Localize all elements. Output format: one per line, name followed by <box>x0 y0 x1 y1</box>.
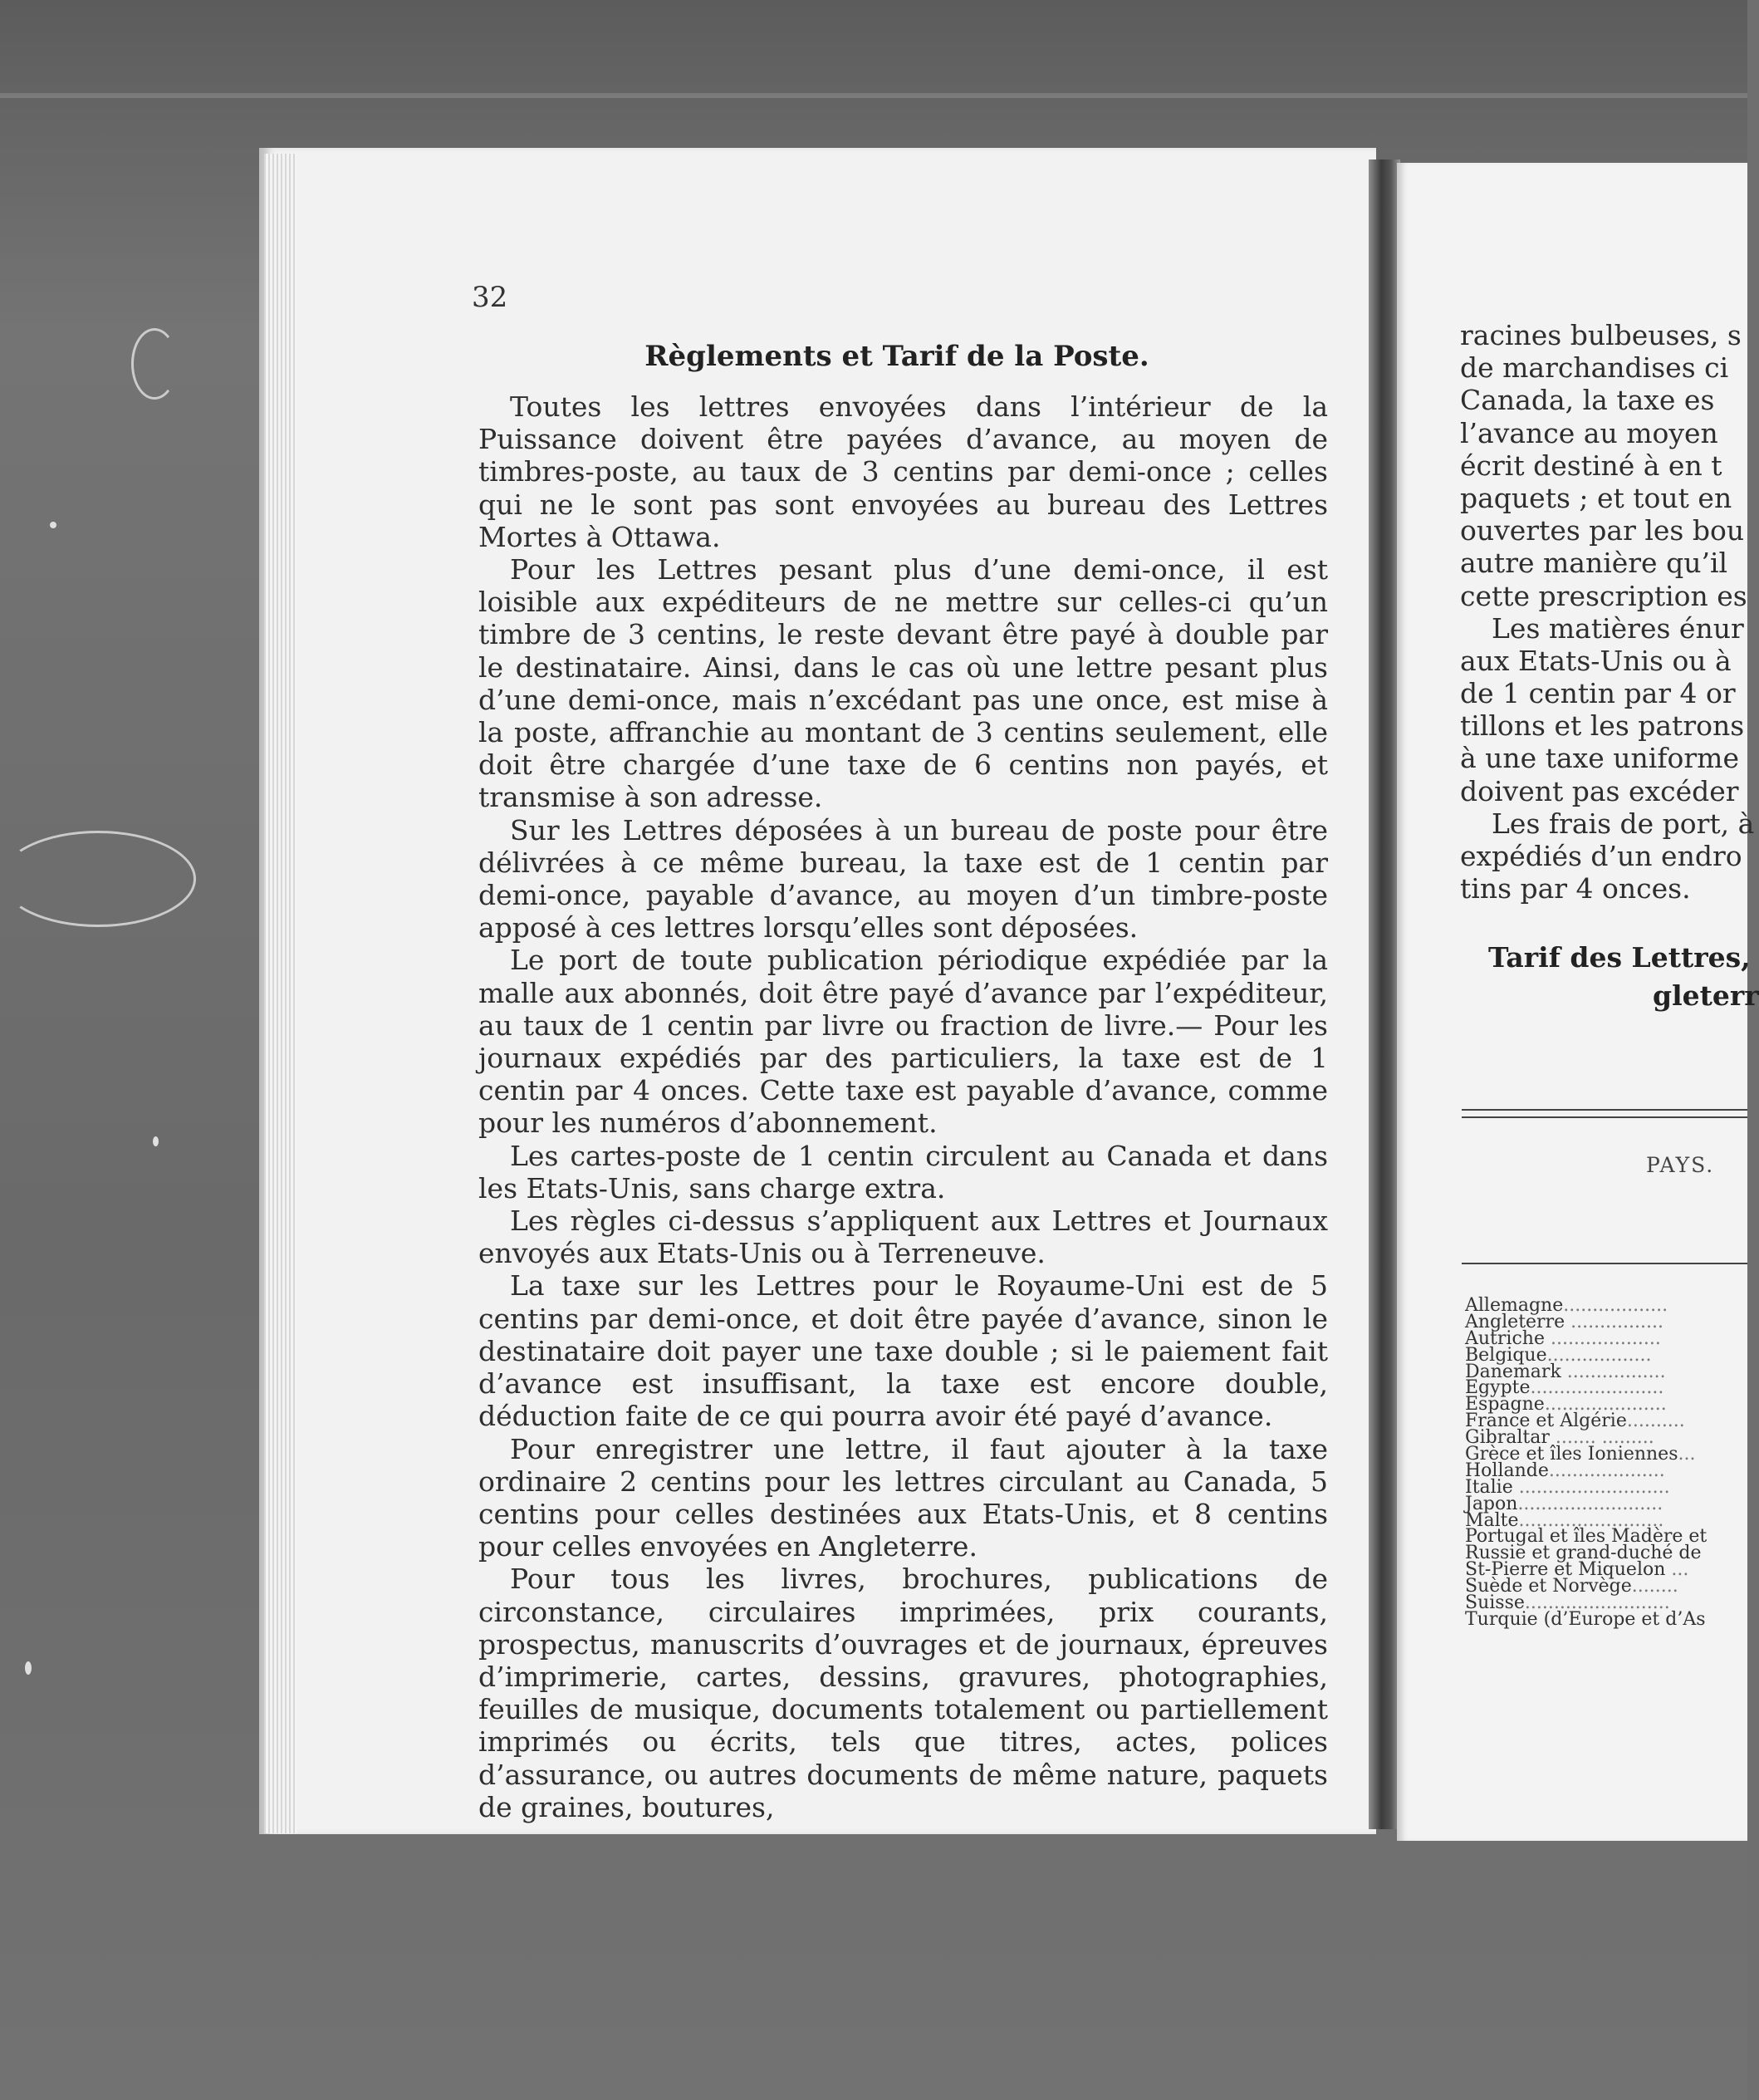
country-name: Danemark <box>1465 1361 1561 1382</box>
country-name: Portugal et îles Madère et <box>1465 1526 1708 1548</box>
paragraph: Pour enregistrer une lettre, il faut ajouter à la taxe ordinaire 2 centins pour les lettres circulant au Canada, 5 centins pour celles destinées aux Etats-Unis, et 8 centins pour celles envoyées en Angleterre. <box>478 1432 1328 1563</box>
country-name: Suisse <box>1465 1592 1525 1614</box>
text-line: Les frais de port, à <box>1492 807 1755 840</box>
text-line: à une taxe uniforme <box>1460 742 1739 775</box>
leader-dots: ......................... <box>1517 1493 1663 1514</box>
leader-dots: .................. <box>1563 1295 1668 1316</box>
country-name: Italie <box>1465 1476 1513 1498</box>
paragraph: Toutes les lettres envoyées dans l’intérieur de la Puissance doivent être payées d’avance, au moyen de timbres-poste, au taux de 3 centins par demi-once ; celles qui ne le sont pas sont envoyées au bureau des Lettres Mortes à Ottawa. <box>478 390 1328 553</box>
column-header: PAYS. <box>1646 1153 1715 1177</box>
country-list <box>1465 1295 1747 1630</box>
paragraph: La taxe sur les Lettres pour le Royaume-Uni est de 5 centins par demi-once, et doit être payée d’avance, sinon le destinataire doit payer une taxe double ; si le paiement fait d’avance est insuffisant, la taxe est encore double, déduction faite de ce qui pourra avoir été payé d’avance. <box>478 1269 1328 1433</box>
text-line: paquets ; et tout en <box>1460 481 1732 514</box>
table-rule <box>1462 1263 1747 1264</box>
leader-dots: ................ <box>1565 1311 1663 1332</box>
paragraph: Pour tous les livres, brochures, publications de circonstance, circulaires imprimées, prix courants, prospectus, manuscrits d’ouvrages et de journaux, épreuves d’imprimerie, cartes, dessins, gravures, photographies, feuilles de musique, documents totalement ou partiellement imprimés ou écrits, tels que titres, actes, polices d’assurance, ou autres documents de même nature, paquets de graines, boutures, <box>478 1563 1328 1823</box>
background-edge <box>0 93 1747 98</box>
leader-dots: .......... <box>1626 1411 1685 1432</box>
string-loop-upper <box>131 328 178 400</box>
text-line: de marchandises ci <box>1460 351 1729 385</box>
text-line: cette prescription es <box>1460 579 1747 612</box>
leader-dots: ....................... <box>1530 1377 1664 1399</box>
leader-dots: .................... <box>1548 1460 1665 1481</box>
leader-dots: .......................... <box>1512 1476 1670 1498</box>
country-name: Turquie (d’Europe et d’As <box>1465 1608 1706 1630</box>
table-title <box>1488 939 1759 1015</box>
country-name: Egypte <box>1465 1377 1531 1399</box>
country-name: Japon <box>1465 1493 1518 1514</box>
leader-dots: ......................... <box>1518 1509 1664 1531</box>
text-line: tins par 4 onces. <box>1460 872 1691 905</box>
page-edges <box>264 154 297 1833</box>
text-line: expédiés d’un endro <box>1460 840 1742 872</box>
text-line: l’avance au moyen <box>1460 416 1718 449</box>
leader-dots: ........ <box>1631 1576 1678 1597</box>
text-line: Canada, la taxe es <box>1460 384 1715 417</box>
paragraph: Les cartes-poste de 1 centin circulent au Canada et dans les Etats-Unis, sans charge extra. <box>478 1139 1328 1205</box>
book-gutter <box>1369 159 1400 1829</box>
text-line: racines bulbeuses, s <box>1460 319 1742 351</box>
country-name: France et Algérie <box>1465 1411 1627 1432</box>
table-title-line: gleterr <box>1653 979 1759 1012</box>
paragraph: Sur les Lettres déposées à un bureau de poste pour être délivrées à ce même bureau, la taxe est de 1 centin par demi-once, payable d’avance, au moyen d’un timbre-poste apposé à ces lettres lorsqu’elles sont déposées. <box>478 813 1328 945</box>
country-row <box>1465 1608 1747 1630</box>
text-line: tillons et les patrons <box>1460 709 1745 743</box>
page-number: 32 <box>472 281 508 314</box>
leader-dots: ................. <box>1561 1361 1666 1382</box>
country-name: Autriche <box>1465 1327 1545 1349</box>
table-title-line: Tarif des Lettres, <box>1488 941 1751 974</box>
paragraph: Le port de toute publication périodique expédiée par la malle aux abonnés, doit être payé d’avance par l’expéditeur, au taux de 1 centin par livre ou fraction de livre.— Pour les journaux expédiés par des particuliers, la taxe est de 1 centin par 4 onces. Cette taxe est payable d’avance, comme pour les numéros d’abonnement. <box>478 944 1328 1140</box>
text-line: Les matières énur <box>1492 611 1744 645</box>
country-name: Suède et Norvège <box>1465 1576 1632 1597</box>
paragraph: Les règles ci-dessus s’appliquent aux Lettres et Journaux envoyés aux Etats-Unis ou à Terreneuve. <box>478 1205 1328 1270</box>
table-double-rule <box>1462 1109 1747 1118</box>
leader-dots: .................. <box>1546 1344 1652 1366</box>
country-name: Gibraltar <box>1465 1427 1550 1449</box>
country-name: Espagne <box>1465 1394 1545 1416</box>
text-line: écrit destiné à en t <box>1460 449 1722 482</box>
text-line: autre manière qu’il <box>1460 547 1728 580</box>
text-line: aux Etats-Unis ou à <box>1460 644 1732 677</box>
leader-dots: ... <box>1678 1444 1696 1465</box>
text-line: de 1 centin par 4 or <box>1460 677 1736 710</box>
text-line: ouvertes par les bou <box>1460 514 1745 547</box>
country-name: Hollande <box>1465 1460 1549 1481</box>
leader-dots: ......................... <box>1524 1592 1670 1614</box>
speck <box>153 1136 159 1146</box>
country-name: Malte <box>1465 1509 1519 1531</box>
page-title: Règlements et Tarif de la Poste. <box>644 340 1149 373</box>
leader-dots: ... <box>1665 1559 1689 1581</box>
country-name: Belgique <box>1465 1344 1547 1366</box>
body-text <box>478 390 1328 1823</box>
paragraph: Pour les Lettres pesant plus d’une demi-once, il est loisible aux expéditeurs de ne mettre sur celles-ci qu’un timbre de 3 centins, le reste devant être payé à double par le destinataire. Ainsi, dans le cas où une lettre pesant plus d’une demi-once, mais n’excédant pas une once, est mise à la poste, affranchie au montant de 3 centins seulement, elle doit être chargée d’une taxe de 6 centins non payés, et transmise à son adresse. <box>478 553 1328 814</box>
text-line: doivent pas excéder <box>1460 774 1739 807</box>
string-loop-lower <box>0 831 196 927</box>
country-name: St-Pierre et Miquelon <box>1465 1559 1666 1581</box>
country-name: Grèce et îles Ioniennes <box>1465 1444 1678 1465</box>
speck <box>25 1661 32 1675</box>
leader-dots: ..................... <box>1544 1394 1667 1416</box>
country-name: Angleterre <box>1465 1311 1565 1332</box>
leader-dots: ................... <box>1544 1327 1661 1349</box>
country-name: Allemagne <box>1465 1295 1564 1316</box>
right-page-text <box>1460 319 1755 905</box>
speck <box>50 522 56 528</box>
country-name: Russie et grand-duché de <box>1465 1543 1702 1564</box>
leader-dots: ....... ......... <box>1549 1427 1654 1449</box>
